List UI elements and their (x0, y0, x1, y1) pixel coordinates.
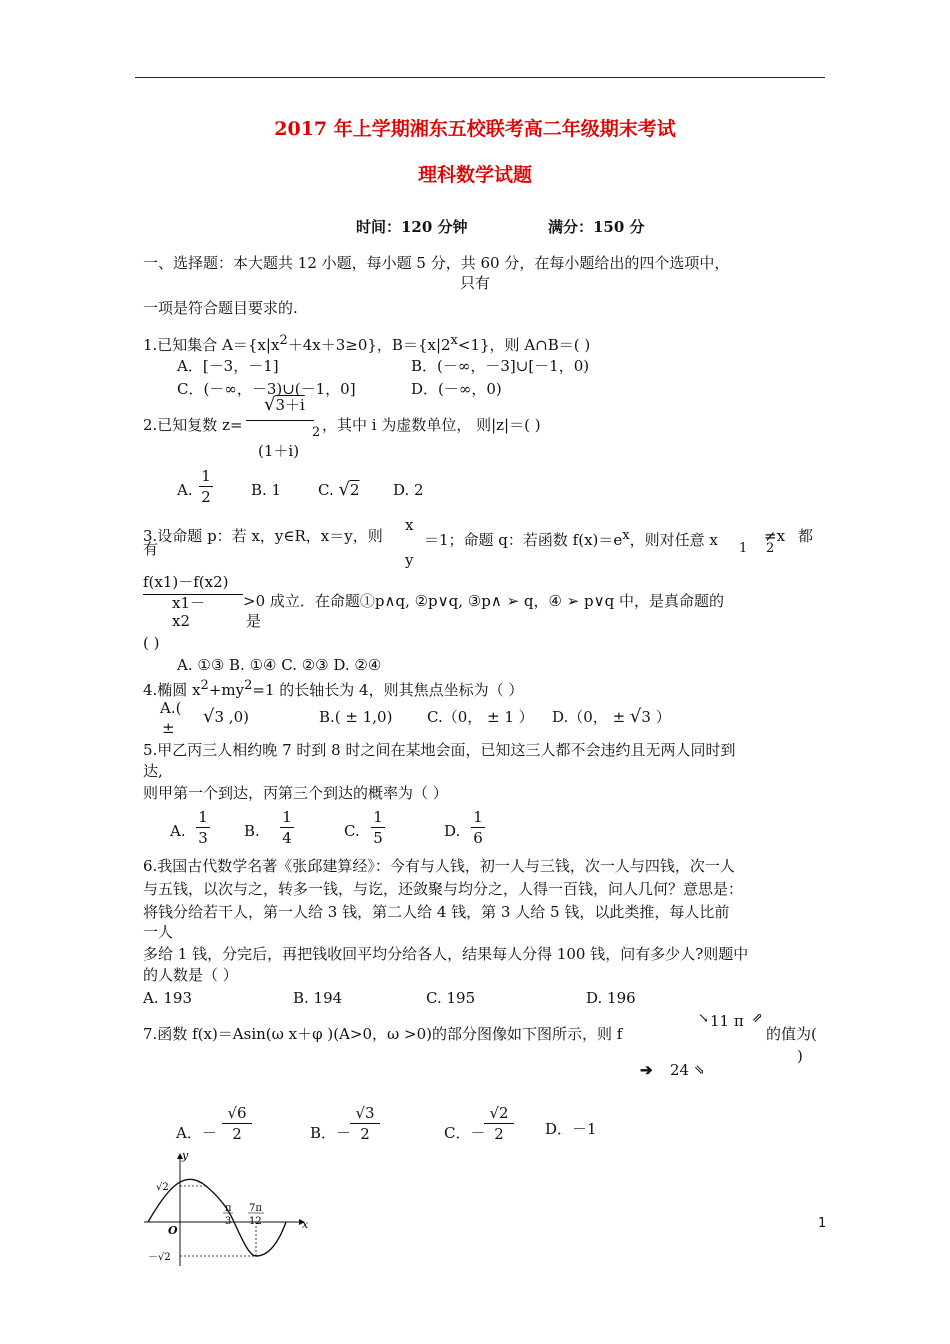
exam-title: 2017 年上学期湘东五校联考高二年级期末考试 (274, 118, 676, 140)
q3-frac-den: y (405, 551, 414, 569)
q4-option-b: B.( ± 1,0) (319, 708, 393, 726)
q3-sub2: 2 (766, 541, 775, 556)
q2-a-den: 2 (201, 488, 211, 506)
graph-tick2-num: 7π (249, 1203, 262, 1214)
q4-a-value: 3 ,0) (214, 708, 249, 726)
q2-sqrt-sign: √ (264, 394, 276, 415)
q4-sup-b: 2 (244, 678, 253, 693)
q5-b-frac (280, 808, 294, 847)
q4-option-a-pm: ± (162, 719, 175, 737)
q6-line5: 多给 1 钱，分完后，再把钱收回平均分给各人，结果每人分得 100 钱，问有多少人?则题中 (143, 945, 749, 963)
q7-a-bar (222, 1123, 252, 1124)
q3-neq: ≠x (764, 527, 786, 545)
corner-arrow-up-icon: ⇗ (752, 1011, 763, 1026)
q5-line1: 5.甲乙丙三人相约晚 7 时到 8 时之间在某地会面，已知这三人都不会违约且无两人同时到 (143, 741, 736, 759)
q1-option-a: A．[－3，－1] (177, 357, 279, 375)
graph-x-label: x (302, 1218, 309, 1231)
q3-stem-a: 3.设命题 p：若 x，y∈R，x＝y，则 (143, 527, 383, 545)
q1-stem-c: <1}，则 A∩B＝( ) (457, 336, 591, 354)
q5-a-den: 3 (198, 829, 208, 847)
corner-arrow-down-icon: ⇘ (694, 1063, 705, 1078)
q7-b-frac (350, 1104, 380, 1143)
q2-stem-b: ，其中 i 为虚数单位， 则|z|＝( ) (322, 416, 541, 434)
q7-b-val: 3 (365, 1104, 375, 1122)
q4-option-d: D.（0， ± √3 ） (552, 706, 671, 727)
q2-den-sup: 2 (312, 425, 321, 440)
q5-line3: 则甲第一个到达，丙第三个到达的概率为（ ） (143, 784, 448, 802)
q2-option-c (318, 481, 360, 499)
q4-stem-c: =1 的长轴长为 4，则其焦点坐标为（ ） (252, 681, 524, 699)
arrow-right-icon: ➔ (640, 1061, 653, 1079)
q7-option-d: D．－1 (545, 1120, 597, 1138)
q5-c-bar (371, 827, 385, 828)
graph-tick2-den: 12 (249, 1216, 262, 1227)
q5-d-bar (471, 827, 485, 828)
q2-denominator: (1＋i) (258, 442, 300, 460)
q2-option-b: B. 1 (251, 481, 282, 499)
q2-c-label: C. (318, 481, 334, 499)
q5-option-d: D. (444, 822, 461, 840)
section-heading: 一、选择题：本大题共 12 小题，每小题 5 分，共 60 分，在每小题给出的四个选项中， (143, 254, 730, 272)
q6-option-a: A. 193 (143, 989, 192, 1007)
q6-line6: 的人数是（ ） (143, 966, 238, 984)
q3-stem-b (424, 527, 718, 549)
q1-sup: 2 (279, 333, 288, 348)
q3-paren: ( ) (143, 634, 160, 652)
q7-c-val: 2 (499, 1104, 509, 1122)
q1-option-c: C．(－∞，－3)∪(－1，0] (177, 380, 356, 398)
q7-a-val: 6 (237, 1104, 247, 1122)
q5-a-frac (196, 808, 210, 847)
q4-stem-b: +my (208, 681, 245, 699)
q1-supx: x (450, 333, 458, 348)
exam-score: 满分：150 分 (548, 218, 645, 236)
graph-origin: O (168, 1224, 178, 1237)
q3-shi: 是 (246, 612, 262, 630)
q5-a-num: 1 (198, 808, 208, 826)
q3-stem-d: 都 (798, 527, 814, 545)
q6-option-c: C. 195 (426, 989, 476, 1007)
q7-option-a-sign: A．－ (176, 1124, 217, 1142)
q4-option-a-val (203, 708, 249, 726)
q4-option-a-top: A.( (160, 699, 182, 717)
page-number: 1 (818, 1216, 827, 1231)
section-heading-2: 一项是符合题目要求的. (143, 299, 298, 317)
q3-diff-bottom2: x2 (172, 612, 191, 630)
q7-b-den: 2 (360, 1125, 370, 1143)
q6-option-b: B. 194 (293, 989, 343, 1007)
q7-arg-bottom: 24 (670, 1061, 690, 1079)
q6-line1: 6.我国古代数学名著《张邱建算经》：今有与人钱，初一人与三钱，次一人与四钱，次一人 (143, 857, 735, 875)
q5-option-c: C. (344, 822, 360, 840)
q3-diff-bottom1: x1－ (172, 594, 206, 612)
q4-stem-a: 4.椭圆 x (143, 681, 201, 699)
q6-line3: 将钱分给若干人，第一人给 3 钱，第二人给 4 钱，第 3 人给 5 钱，以此类推，每人比前 (143, 903, 730, 921)
q7-a-den: 2 (232, 1125, 242, 1143)
q7-option-b-sign: B．－ (310, 1124, 352, 1142)
q5-d-num: 1 (473, 808, 483, 826)
q2-num: 3＋i (275, 396, 305, 414)
q5-d-den: 6 (473, 829, 483, 847)
q3-sub1: 1 (739, 541, 748, 556)
q5-d-frac (471, 808, 485, 847)
q7-c-den: 2 (494, 1125, 504, 1143)
q7-option-c-sign: C．－ (444, 1124, 486, 1142)
question-1-stem (143, 332, 590, 354)
q7-a-num: √6 (227, 1104, 247, 1122)
q5-b-num: 1 (282, 808, 292, 826)
q2-numerator (264, 396, 305, 414)
q1-stem-b: ＋4x＋3≥0}，B＝{x|2 (287, 336, 451, 354)
q2-a-bar (199, 486, 213, 487)
q7-stem: 7.函数 f(x)＝Asin(ω x＋φ )(A>0，ω >0)的部分图像如下图所示，则 f (143, 1025, 623, 1043)
q5-option-b: B. (244, 822, 260, 840)
q5-c-num: 1 (373, 808, 383, 826)
q4-d-label: D.（0， (552, 708, 608, 726)
graph-tick1-num: π (225, 1203, 232, 1214)
q4-d-value: 3 ） (641, 708, 671, 726)
graph-ytop: √2 (156, 1182, 169, 1193)
q7-arg-top: 11 π (710, 1012, 744, 1030)
exam-subtitle: 理科数学试题 (417, 164, 532, 186)
q6-option-d: D. 196 (586, 989, 636, 1007)
q3-frac-num: x (405, 516, 414, 534)
q3-options: A. ①③ B. ①④ C. ②③ D. ②④ (177, 656, 382, 674)
q4-a-sqrt: √ (203, 706, 215, 727)
q7-c-frac (484, 1104, 514, 1143)
q2-option-d: D. 2 (393, 481, 424, 499)
q2-c-sqrt: √ (338, 479, 350, 500)
sine-graph (140, 1148, 320, 1270)
q2-option-a-label: A. (177, 481, 193, 499)
q6-line4: 一人 (143, 923, 174, 941)
q2-c-val: 2 (349, 481, 360, 499)
q3-you: 有 (143, 540, 159, 558)
q5-c-den: 5 (373, 829, 383, 847)
q5-b-den: 4 (282, 829, 292, 847)
q3-stem-c: ，则对任意 x (629, 531, 718, 549)
q5-a-bar (196, 827, 210, 828)
q2-option-a-frac (199, 467, 213, 506)
q3-diff-top: f(x1)－f(x2) (143, 573, 229, 591)
q1-stem-a: 1.已知集合 A＝{x|x (143, 336, 280, 354)
graph-y-label: y (182, 1149, 189, 1162)
q7-tail: 的值为( (766, 1025, 817, 1043)
header-rule (135, 77, 825, 78)
q4-d-sqrt: √ (629, 706, 642, 727)
q7-paren: ) (797, 1047, 803, 1065)
q4-option-c: C.（0， ± 1 ） (427, 708, 534, 726)
q7-a-frac (222, 1104, 252, 1143)
exam-time: 时间：120 分钟 (356, 218, 468, 236)
q7-b-num: √3 (355, 1104, 375, 1122)
q2-stem-a: 2.已知复数 z= (143, 416, 243, 434)
q7-b-bar (350, 1123, 380, 1124)
q5-option-a: A. (170, 822, 186, 840)
q2-fraction-bar (246, 420, 314, 421)
q7-c-bar (484, 1123, 514, 1124)
q1-option-d: D．(－∞，0) (411, 380, 502, 398)
q5-b-bar (280, 827, 294, 828)
q4-sup-a: 2 (200, 678, 209, 693)
q4-stem (143, 677, 523, 699)
section-heading-wrap: 只有 (460, 274, 491, 292)
q3-stem-b-text: ＝1；命题 q：若函数 f(x)＝e (424, 531, 623, 549)
graph-tick1-den: 3 (225, 1216, 232, 1227)
q2-a-num: 1 (201, 467, 211, 485)
q6-line2: 与五钱，以次与之，转多一钱，与讫，还敛聚与均分之，人得一百钱，问人几何？意思是： (143, 880, 744, 898)
corner-arrow-icon: ↘ (698, 1011, 709, 1026)
q3-supx: x (622, 528, 630, 543)
q1-option-b: B．(－∞，－3]∪[－1，0) (411, 357, 590, 375)
q5-c-frac (371, 808, 385, 847)
q7-c-num: √2 (489, 1104, 509, 1122)
q3-condition: >0 成立．在命题①p∧q, ②p∨q, ③p∧ ➢ q，④ ➢ p∨q 中，是真命题的 (243, 592, 725, 610)
q5-line2: 达, (143, 762, 163, 780)
graph-ybot: －√2 (148, 1252, 171, 1263)
